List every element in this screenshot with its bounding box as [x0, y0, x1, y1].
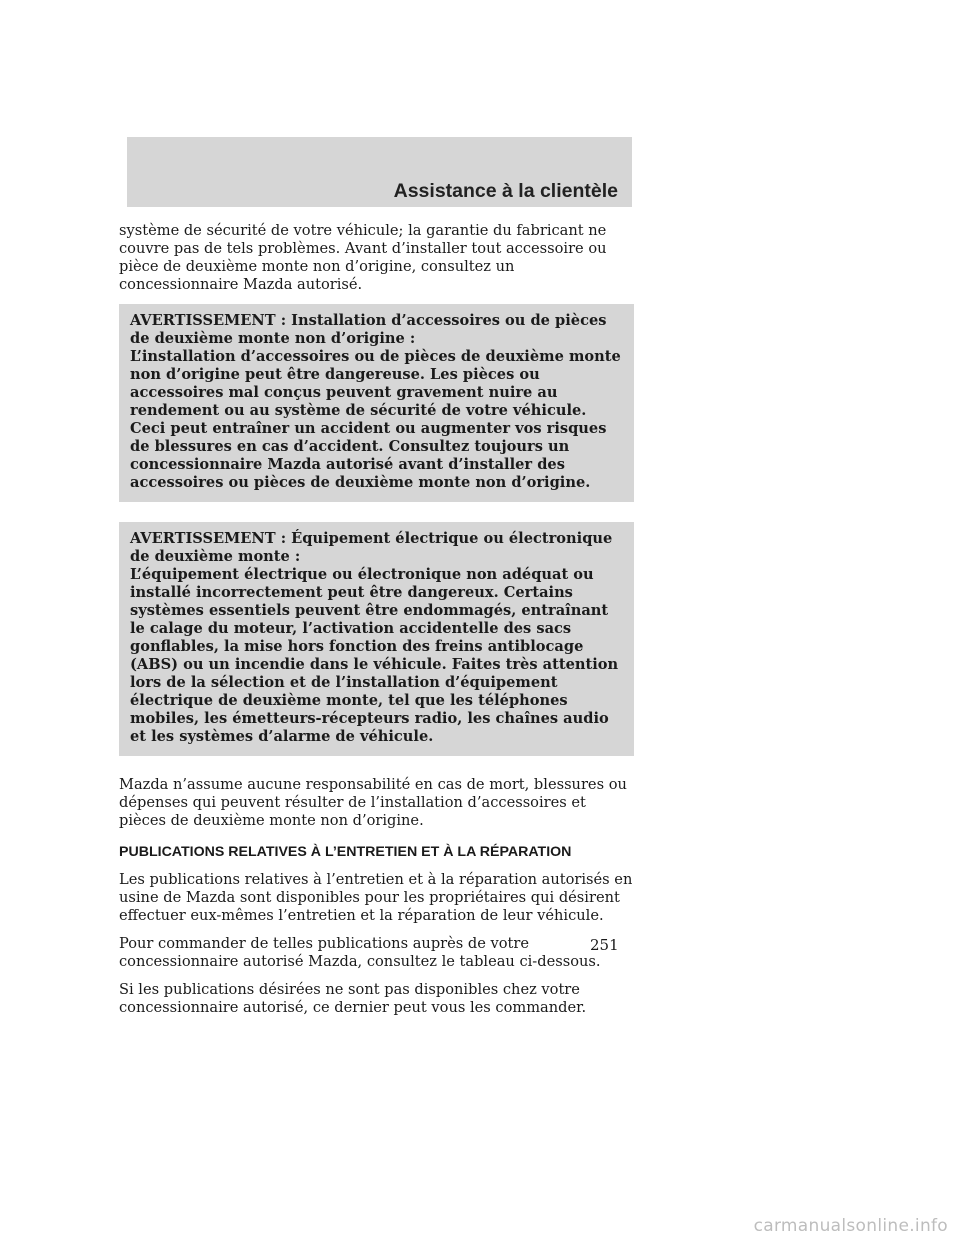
- warning-title: AVERTISSEMENT : Installation d’accessoires ou de pièces de deuxième monte non d’origine :: [130, 312, 607, 347]
- warning-box-electrical: [119, 522, 634, 756]
- warning-body: L’installation d’accessoires ou de pièces de deuxième monte non d’origine peut être dangereuse. Les pièces ou accessoires mal conçus peuvent gravement nuire au rendement ou au système de sécurité de votre véhicule. Ceci peut entraîner un accident ou augmenter vos risques de blessures en cas d’accident. Consultez toujours un concessionnaire Mazda autorisé avant d’installer des accessoires ou pièces de deuxième monte non d’origine.: [130, 348, 621, 491]
- liability-paragraph: Mazda n’assume aucune responsabilité en cas de mort, blessures ou dépenses qui peuvent résulter de l’installation d’accessoires et pièces de deuxième monte non d’origine.: [119, 776, 627, 829]
- body-paragraph: Pour commander de telles publications auprès de votre concessionnaire autorisé Mazda, consultez le tableau ci-dessous.: [119, 935, 601, 970]
- body-paragraph: Les publications relatives à l’entretien et à la réparation autorisés en usine de Mazda sont disponibles pour les propriétaires qui désirent effectuer eux-mêmes l’entretien et la réparation de leur véhicule.: [119, 871, 633, 924]
- warning-body: L’équipement électrique ou électronique non adéquat ou installé incorrectement peut être dangereux. Certains systèmes essentiels peuvent être endommagés, entraînant le calage du moteur, l’activation accidentelle des sacs gonflables, la mise hors fonction des freins antiblocage (ABS) ou un incendie dans le véhicule. Faites très attention lors de la sélection et de l’installation d’équipement électrique de deuxième monte, tel que les téléphones mobiles, les émetteurs-récepteurs radio, les chaînes audio et les systèmes d’alarme de véhicule.: [130, 566, 619, 745]
- section-title: Assistance à la clientèle: [393, 180, 618, 202]
- watermark: carmanualsonline.info: [753, 1216, 948, 1236]
- page-content: [119, 222, 634, 1027]
- body-paragraph: Si les publications désirées ne sont pas disponibles chez votre concessionnaire autorisé, ce dernier peut vous les commander.: [119, 981, 587, 1016]
- page-number: 251: [590, 936, 619, 954]
- warning-title: AVERTISSEMENT : Équipement électrique ou électronique de deuxième monte :: [130, 530, 613, 565]
- intro-paragraph: système de sécurité de votre véhicule; la garantie du fabricant ne couvre pas de tels problèmes. Avant d’installer tout accessoire ou pièce de deuxième monte non d’origine, consultez un concessionnaire Mazda autorisé.: [119, 222, 607, 293]
- header-band: [127, 137, 632, 207]
- publications-heading: PUBLICATIONS RELATIVES À L’ENTRETIEN ET À LA RÉPARATION: [119, 844, 572, 860]
- warning-box-accessories: [119, 304, 634, 502]
